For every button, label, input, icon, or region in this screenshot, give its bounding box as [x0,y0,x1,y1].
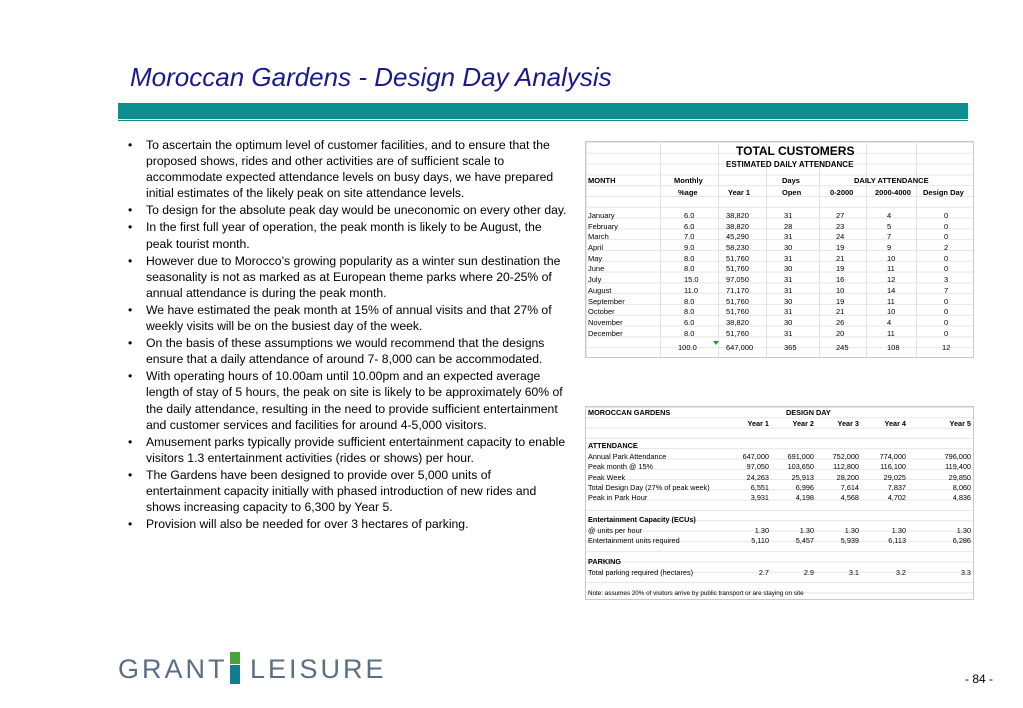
bullet-item: • On the basis of these assumptions we would recommend that the designs ensure that a daily attendance of around 7- 8,000 can be accommodated. [128,335,568,367]
table-row [586,493,973,503]
page-number: - 84 - [965,672,994,686]
bullet-item: • Provision will also be needed for over 3 hectares of parking. [128,516,568,532]
table-totals-row [586,343,973,354]
value-cell: 0 [944,328,949,338]
total-cell: 365 [784,343,797,352]
value-cell: 1.30 [754,526,769,535]
value-cell: 7 [887,232,892,242]
value-cell: 19 [836,264,845,274]
value-cell: 9.0 [684,243,695,253]
table-row [586,254,973,265]
section-parking [586,557,973,567]
month-cell: October [588,307,615,317]
value-cell: 0 [944,253,949,263]
column-header-days: Days [782,176,800,185]
value-cell: 28 [784,221,793,231]
value-cell: 6,996 [795,482,814,492]
section-label: PARKING [588,557,622,566]
value-cell: 6,113 [888,536,906,546]
value-cell: 23 [836,221,845,231]
table-row [586,462,973,472]
section-label: Entertainment Capacity (ECUs) [588,515,696,524]
value-cell: 6.0 [684,221,695,231]
bullet-item: • In the first full year of operation, the peak month is likely to be August, the peak tourist month. [128,219,568,251]
table-body [586,211,973,339]
value-cell: 29,025 [883,472,906,482]
table-row [586,243,973,254]
value-cell: 0 [944,232,949,242]
month-cell: January [588,211,615,220]
value-cell: Year 5 [949,419,971,428]
value-cell: 4,568 [840,493,859,503]
value-cell: Year 3 [837,419,859,428]
value-cell: 5 [887,221,892,231]
column-header-range1: 0-2000 [830,188,854,197]
value-cell: 7,837 [887,482,906,492]
value-cell: 4 [887,317,892,327]
row-label: @ units per hour [588,526,643,535]
value-cell: 774,000 [879,452,906,461]
value-cell: 4,836 [952,493,971,503]
value-cell: 10 [887,253,896,263]
month-cell: April [588,243,604,253]
month-cell: June [588,264,605,274]
value-cell: 24 [836,232,845,242]
value-cell: 51,760 [726,307,749,317]
value-cell: 11 [887,264,895,274]
column-header-range2: 2000-4000 [875,188,911,197]
value-cell: 3.2 [895,568,906,577]
value-cell: 0 [944,296,949,306]
column-header-daily: DAILY ATTENDANCE [854,176,929,185]
month-cell: March [588,232,609,242]
table-row [586,536,973,546]
value-cell: 1.30 [799,526,814,535]
section-label: ATTENDANCE [588,441,638,450]
value-cell: 112,800 [833,462,859,472]
bullet-item: • We have estimated the peak month at 15% of annual visits and that 27% of weekly visits will be on the busiest day of the week. [128,302,568,334]
year-header-row [586,419,973,429]
table-row [586,483,973,493]
value-cell: 8,060 [952,482,971,492]
value-cell: 12 [887,275,896,285]
bullet-item: • With operating hours of 10.00am until 10.00pm and an expected average length of stay of 5 hours, the peak on site is likely to be approximately 60% of the daily attendance, resulting in the need to provide sufficient entertainment and customer services and facilities for around 4-5,000 visitors. [128,368,568,432]
value-cell: 796,000 [944,452,971,461]
table-subtitle: DESIGN DAY [786,408,831,417]
value-cell: 31 [784,328,793,338]
value-cell: 25,913 [791,472,814,482]
value-cell: 31 [784,307,793,317]
total-cell: 245 [836,343,849,352]
table-row [586,275,973,286]
design-day-table [585,406,974,600]
logo-text-left: GRANT [118,654,228,684]
row-label: Peak month @ 15% [588,462,654,472]
bullet-list [128,137,568,533]
table-row [586,264,973,275]
value-cell: 30 [784,243,793,253]
value-cell: Year 4 [884,419,906,428]
value-cell: 4,702 [887,493,906,503]
column-header-design-day: Design Day [923,188,964,197]
table-row [586,568,973,578]
row-label: Entertainment units required [588,536,680,546]
value-cell: 0 [944,221,949,231]
value-cell: 28,200 [836,472,859,482]
month-cell: February [588,221,619,231]
value-cell: 2 [944,243,949,253]
row-label: Annual Park Attendance [588,452,667,461]
table-row [586,211,973,222]
value-cell: 1.30 [956,526,971,535]
value-cell: 30 [784,317,793,327]
column-header-monthly: Monthly [674,176,703,185]
table-subtitle: ESTIMATED DAILY ATTENDANCE [726,160,854,169]
value-cell: 3.1 [848,568,859,577]
value-cell: 5,939 [840,536,859,546]
value-cell: 3.3 [960,568,971,577]
value-cell: 45,290 [726,232,749,242]
value-cell: 31 [784,275,793,285]
value-cell: 30 [784,296,793,306]
value-cell: 51,760 [726,328,749,338]
column-header-age: %age [678,188,698,197]
total-cell: 100.0 [678,343,697,352]
value-cell: 4,198 [795,493,814,503]
total-cell: 647,000 [726,343,754,352]
value-cell: 691,000 [787,452,814,461]
value-cell: 71,170 [726,285,749,295]
table-row [586,473,973,483]
value-cell: 6,551 [750,482,769,492]
value-cell: 31 [784,253,793,263]
page-title: Moroccan Gardens - Design Day Analysis [130,62,612,92]
value-cell: 8.0 [684,328,695,338]
value-cell: 11 [887,328,895,338]
section-attendance [586,441,973,451]
value-cell: 0 [944,264,949,274]
value-cell: 11.0 [684,285,699,295]
value-cell: 2.9 [803,568,814,577]
total-cell: 108 [887,343,900,352]
logo-text-right: LEISURE [250,654,387,684]
table-title: TOTAL CUSTOMERS [736,144,855,158]
value-cell: 31 [784,285,793,295]
table-header-row [586,408,973,418]
table-title: MOROCCAN GARDENS [588,408,671,417]
bullet-item: • The Gardens have been designed to provide over 5,000 units of entertainment capacity initially with phased introduction of new rides and shows increasing capacity to 6,300 by Year 5. [128,467,568,515]
value-cell: 31 [784,232,793,242]
value-cell: 0 [944,211,949,220]
table-row [586,452,973,462]
bullet-item: • To design for the absolute peak day would be uneconomic on every other day. [128,202,568,218]
table-row [586,232,973,243]
value-cell: 51,760 [726,264,749,274]
column-header-year1: Year 1 [728,188,751,197]
value-cell: 8.0 [684,296,695,306]
value-cell: 752,000 [832,452,859,461]
value-cell: 58,230 [726,243,749,253]
table-row [586,307,973,318]
section-entertainment [586,515,973,525]
row-label: Peak in Park Hour [588,493,648,503]
value-cell: 21 [836,253,845,263]
table-row [586,318,973,329]
value-cell: 38,820 [726,221,749,231]
value-cell: 38,820 [726,317,749,327]
value-cell: 21 [836,307,845,317]
value-cell: 27 [836,211,845,220]
value-cell: 6,286 [952,536,971,546]
value-cell: 3 [944,275,949,285]
value-cell: 7,614 [840,482,859,492]
bullet-item: • Amusement parks typically provide sufficient entertainment capacity to enable visitors 1.3 entertainment activities (rides or shows) per hour. [128,434,568,466]
value-cell: 5,110 [751,536,769,546]
value-cell: 0 [944,317,949,327]
value-cell: 116,100 [880,462,906,472]
value-cell: 29,850 [948,472,971,482]
value-cell: 0 [944,307,949,317]
value-cell: 7.0 [684,232,695,242]
value-cell: 119,400 [945,462,971,472]
value-cell: 647,000 [742,452,769,461]
value-cell: 14 [887,285,896,295]
row-label: Total parking required (hectares) [588,568,694,577]
value-cell: 8.0 [684,253,695,263]
value-cell: 7 [944,285,949,295]
total-customers-table [585,141,974,358]
value-cell: 51,760 [726,253,749,263]
value-cell: 6.0 [684,211,695,220]
value-cell: 26 [836,317,845,327]
title-accent-bar [118,103,968,119]
value-cell: 103,650 [787,462,814,472]
value-cell: 1.30 [844,526,859,535]
value-cell: 97,050 [746,462,769,472]
value-cell: 2.7 [758,568,769,577]
row-label: Total Design Day (27% of peak week) [588,482,710,492]
column-header-open: Open [782,188,802,197]
table-row [586,222,973,233]
value-cell: 1.30 [891,526,906,535]
value-cell: 10 [836,285,845,295]
column-header-month: MONTH [588,176,616,185]
value-cell: 30 [784,264,793,274]
value-cell: 97,050 [726,275,749,285]
value-cell: 31 [784,211,793,220]
title-accent-line [118,120,968,121]
month-cell: December [588,328,623,338]
month-cell: September [588,296,625,306]
value-cell: 8.0 [684,264,695,274]
value-cell: 10 [887,307,896,317]
row-label: Peak Week [588,472,626,482]
value-cell: Year 1 [747,419,769,428]
value-cell: 16 [836,275,845,285]
value-cell: 19 [836,296,845,306]
month-cell: May [588,253,603,263]
value-cell: 9 [887,243,892,253]
bullet-item: • To ascertain the optimum level of customer facilities, and to ensure that the proposed shows, rides and other activities are of sufficient scale to accommodate expected attendance levels on busy days, we have prepared initial estimates of the likely peak on site attendance levels. [128,137,568,201]
value-cell: 24,263 [746,472,769,482]
month-cell: November [588,317,623,327]
value-cell: 15.0 [684,275,699,285]
table-row [586,286,973,297]
table-note [586,590,973,600]
value-cell: 3,931 [750,493,769,503]
value-cell: 11 [887,296,895,306]
month-cell: August [588,285,612,295]
note-text: Note: assumes 20% of visitors arrive by public transport or are staying on site [588,590,804,597]
table-row [586,297,973,308]
value-cell: 6.0 [684,317,695,327]
total-cell: 12 [942,343,951,352]
value-cell: 19 [836,243,845,253]
table-row [586,329,973,340]
value-cell: 20 [836,328,845,338]
value-cell: 4 [887,211,892,220]
bullet-item: • However due to Morocco’s growing popularity as a winter sun destination the seasonality is not as marked as at European theme parks where 20-25% of annual attendance is during the peak month. [128,253,568,301]
value-cell: 5,457 [795,536,814,546]
value-cell: 51,760 [726,296,749,306]
value-cell: 8.0 [684,307,695,317]
logo-mark-icon [230,652,240,684]
value-cell: Year 2 [792,419,814,428]
month-cell: July [588,275,602,285]
table-row [586,526,973,536]
value-cell: 38,820 [726,211,749,220]
